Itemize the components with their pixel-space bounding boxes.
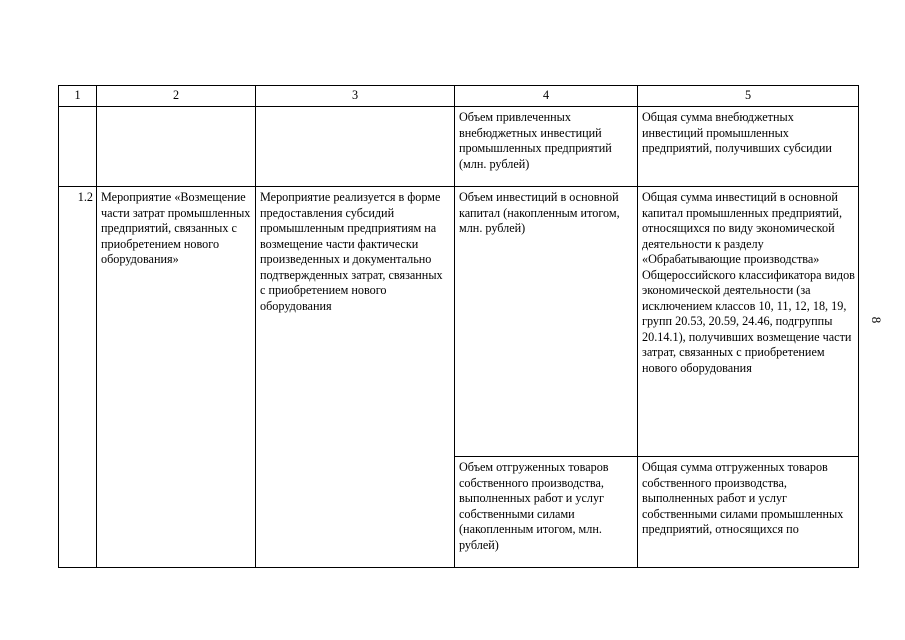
- indicators-table: [58, 85, 859, 568]
- table-header-row: [59, 86, 859, 107]
- row1-col2: [97, 107, 256, 187]
- row1-col3: [256, 107, 455, 187]
- header-col-1: 1: [59, 86, 97, 107]
- row2-indicator-investment: Объем инвестиций в основной капитал (накопленным итогом, млн. рублей): [455, 187, 638, 457]
- page-number: 8: [869, 316, 884, 324]
- header-col-3: 3: [256, 86, 455, 107]
- row2-calculation-shipped-goods: Общая сумма отгруженных товаров собственного производства, выполненных работ и услуг собственными силами промышленных предприятий, относящихся по: [638, 457, 859, 568]
- table-row: [59, 187, 859, 457]
- row1-indicator: Объем привлеченных внебюджетных инвестиций промышленных предприятий (млн. рублей): [455, 107, 638, 187]
- table-row: [59, 107, 859, 187]
- row1-col1: [59, 107, 97, 187]
- header-col-2: 2: [97, 86, 256, 107]
- row2-measure-name: Мероприятие «Возмещение части затрат промышленных предприятий, связанных с приобретением нового оборудования»: [97, 187, 256, 568]
- row2-number: 1.2: [59, 187, 97, 568]
- row2-measure-description: Мероприятие реализуется в форме предоставления субсидий промышленным предприятиям на возмещение части фактически произведенных и документально подтвержденных затрат, связанных с приобретением нового оборудования: [256, 187, 455, 568]
- row1-calculation: Общая сумма внебюджетных инвестиций промышленных предприятий, получивших субсидии: [638, 107, 859, 187]
- row2-calculation-investment: Общая сумма инвестиций в основной капитал промышленных предприятий, относящихся по виду экономической деятельности к разделу «Обрабатывающие производства» Общероссийского классификатора видов экономической деятельности (за исключением классов 10, 11, 12, 18, 19, групп 20.53, 20.59, 24.46, подгруппы 20.14.1), получивших возмещение части затрат, связанных с приобретением нового оборудования: [638, 187, 859, 457]
- row2-indicator-shipped-goods: Объем отгруженных товаров собственного производства, выполненных работ и услуг собственными силами (накопленным итогом, млн. рублей): [455, 457, 638, 568]
- header-col-4: 4: [455, 86, 638, 107]
- header-col-5: 5: [638, 86, 859, 107]
